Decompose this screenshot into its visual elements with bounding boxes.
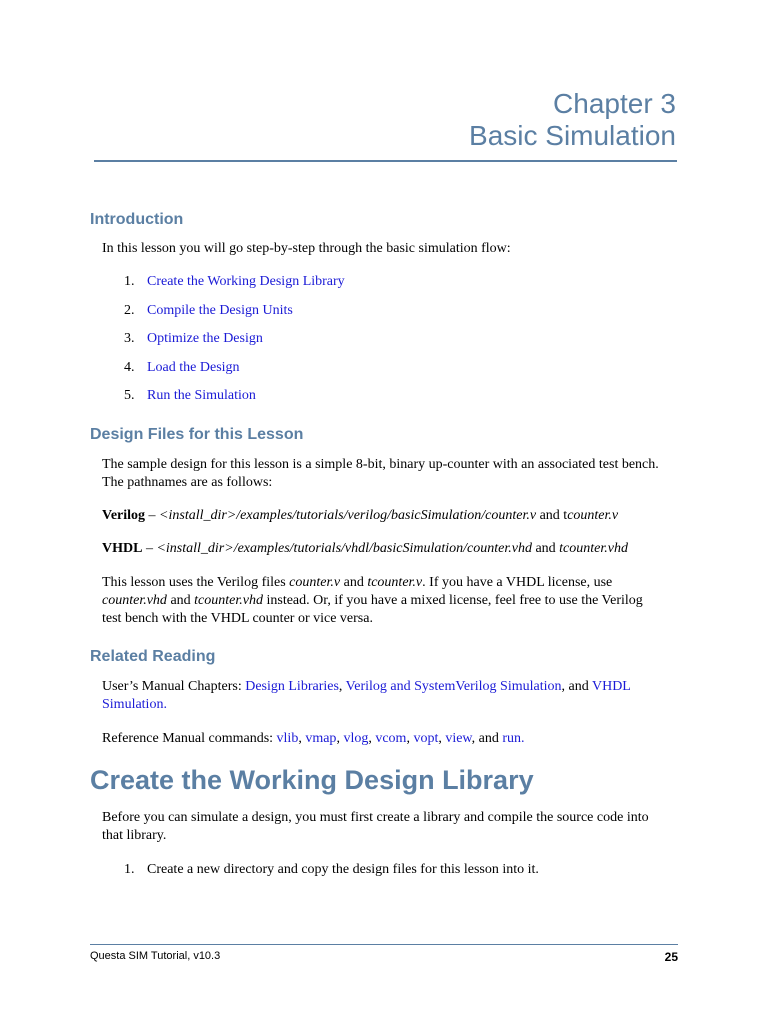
link-cmd-vlog[interactable]: vlog [343,731,369,746]
link-cmd-vopt[interactable]: vopt [413,731,439,746]
list-item: 1. Create the Working Design Library [124,274,345,289]
header-divider [94,160,677,162]
link-load-design[interactable]: Load the Design [147,359,240,375]
list-item: 4. Load the Design [124,359,240,375]
section-text: Before you can simulate a design, you must first create a library and compile the source code into that library. [102,810,649,843]
usage-paragraph: This lesson uses the Verilog files counter.v and tcounter.v. If you have a VHDL license, use counter.vhd and tcounter.vhd instead. Or, if you have a mixed license, feel free to use the Verilog test bench with the VHDL counter or vice versa. [102,575,643,626]
users-manual-line: User’s Manual Chapters: Design Libraries, Verilog and SystemVerilog Simulation, and VHDL Simulation. [102,679,631,712]
link-design-libraries[interactable]: Design Libraries [245,679,339,694]
section-title: Create the Working Design Library [90,765,534,795]
introduction-heading: Introduction [90,211,184,228]
chapter-title: Basic Simulation [469,120,676,151]
link-cmd-vcom[interactable]: vcom [375,731,407,746]
link-optimize-design[interactable]: Optimize the Design [147,331,263,346]
link-verilog-systemverilog-simulation[interactable]: Verilog and SystemVerilog Simulation [345,679,562,694]
section-step-text: Create a new directory and copy the design files for this lesson into it. [147,862,539,877]
link-run-simulation[interactable]: Run the Simulation [147,388,256,403]
verilog-testbench-file: counter.v [567,508,619,523]
reference-commands-line: Reference Manual commands: vlib, vmap, vlog, vcom, vopt, view, and run. [102,731,525,746]
page-number: 25 [664,950,678,964]
verilog-path: <install_dir>/examples/tutorials/verilog/basicSimulation/counter.v [159,508,537,523]
link-compile-design-units[interactable]: Compile the Design Units [147,302,293,318]
verilog-label: Verilog [102,508,146,523]
related-reading-heading: Related Reading [90,648,216,665]
link-create-working-library[interactable]: Create the Working Design Library [147,274,345,289]
verilog-path-line: Verilog – <install_dir>/examples/tutorials/verilog/basicSimulation/counter.v and tcounter.v [102,508,619,523]
design-files-text: The sample design for this lesson is a simple 8-bit, binary up-counter with an associated test bench. The pathnames are as follows: [102,457,659,490]
list-item: 5. Run the Simulation [124,388,256,403]
vhdl-label: VHDL [102,541,143,556]
section-step: 1. Create a new directory and copy the design files for this lesson into it. [124,862,539,877]
link-cmd-vmap[interactable]: vmap [305,731,337,746]
list-item: 3. Optimize the Design [124,331,263,346]
link-cmd-view[interactable]: view [445,731,472,746]
intro-steps-list [102,273,345,416]
design-files-heading: Design Files for this Lesson [90,426,304,443]
footer-divider [90,944,678,945]
footer-title: Questa SIM Tutorial, v10.3 [90,950,221,962]
chapter-heading [469,88,676,152]
link-cmd-vlib[interactable]: vlib [276,731,299,746]
link-vhdl-simulation[interactable]: VHDL Simulation. [102,679,631,712]
vhdl-path-line: VHDL – <install_dir>/examples/tutorials/vhdl/basicSimulation/counter.vhd and tcounter.vhd [102,541,628,556]
vhdl-path: <install_dir>/examples/tutorials/vhdl/basicSimulation/counter.vhd [156,541,532,556]
chapter-number: Chapter 3 [553,88,676,119]
list-item: 2. Compile the Design Units [124,302,293,318]
introduction-text: In this lesson you will go step-by-step through the basic simulation flow: [102,241,511,256]
vhdl-testbench-file: tcounter.vhd [559,541,628,556]
link-cmd-run[interactable]: run. [502,731,525,746]
